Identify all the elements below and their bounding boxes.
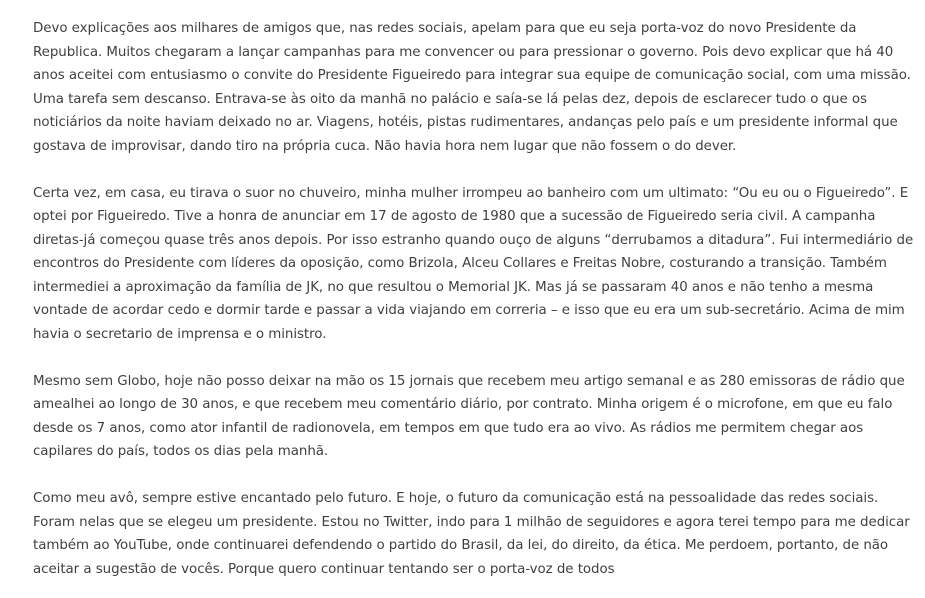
paragraph-1: Devo explicações aos milhares de amigos que, nas redes sociais, apelam para que eu seja porta-voz do novo Presidente da Republica. Muitos chegaram a lançar campanhas para me convencer ou para pressionar o governo. Pois devo explicar que há 40 anos aceitei com entusiasmo o convite do Presidente Figueiredo para integrar sua equipe de comunicação social, com uma missão. Uma tarefa sem descanso. Entrava-se às oito da manhã no palácio e saía-se lá pelas dez, depois de esclarecer tudo o que os noticiários da noite haviam deixado no ar. Viagens, hotéis, pistas rudimentares, andanças pelo país e um presidente informal que gostava de improvisar, dando tiro na própria cuca. Não havia hora nem lugar que não fossem o do dever. [33, 21, 911, 154]
paragraph-4: Como meu avô, sempre estive encantado pelo futuro. E hoje, o futuro da comunicação está na pessoalidade das redes sociais. Foram nelas que se elegeu um presidente. Estou no Twitter, indo para 1 milhão de seguidores e agora terei tempo para me dedicar também ao YouTube, onde continuarei defendendo o partido do Brasil, da lei, do direito, da ética. Me perdoem, portanto, de não aceitar a sugestão de vocês. Porque quero continuar tentando ser o porta-voz de todos [33, 491, 910, 577]
paragraph-2: Certa vez, em casa, eu tirava o suor no chuveiro, minha mulher irrompeu ao banheiro com um ultimato: “Ou eu ou o Figueiredo”. E optei por Figueiredo. Tive a honra de anunciar em 17 de agosto de 1980 que a sucessão de Figueiredo seria civil. A campanha diretas-já começou quase três anos depois. Por isso estranho quando ouço de alguns “derrubamos a ditadura”. Fui intermediário de encontros do Presidente com líderes da oposição, como Brizola, Alceu Collares e Freitas Nobre, costurando a transição. Também intermediei a aproximação da família de JK, no que resultou o Memorial JK. Mas já se passaram 40 anos e não tenho a mesma vontade de acordar cedo e dormir tarde e passar a vida viajando em correria – e isso que eu era um sub-secretário. Acima de mim havia o secretario de imprensa e o ministro. [33, 185, 914, 342]
article-body [33, 17, 917, 581]
paragraph-3: Mesmo sem Globo, hoje não posso deixar na mão os 15 jornais que recebem meu artigo semanal e as 280 emissoras de rádio que amealhei ao longo de 30 anos, e que recebem meu comentário diário, por contrato. Minha origem é o microfone, em que eu falo desde os 7 anos, como ator infantil de radionovela, em tempos em que tudo era ao vivo. As rádios me permitem chegar aos capilares do país, todos os dias pela manhã. [33, 373, 905, 459]
